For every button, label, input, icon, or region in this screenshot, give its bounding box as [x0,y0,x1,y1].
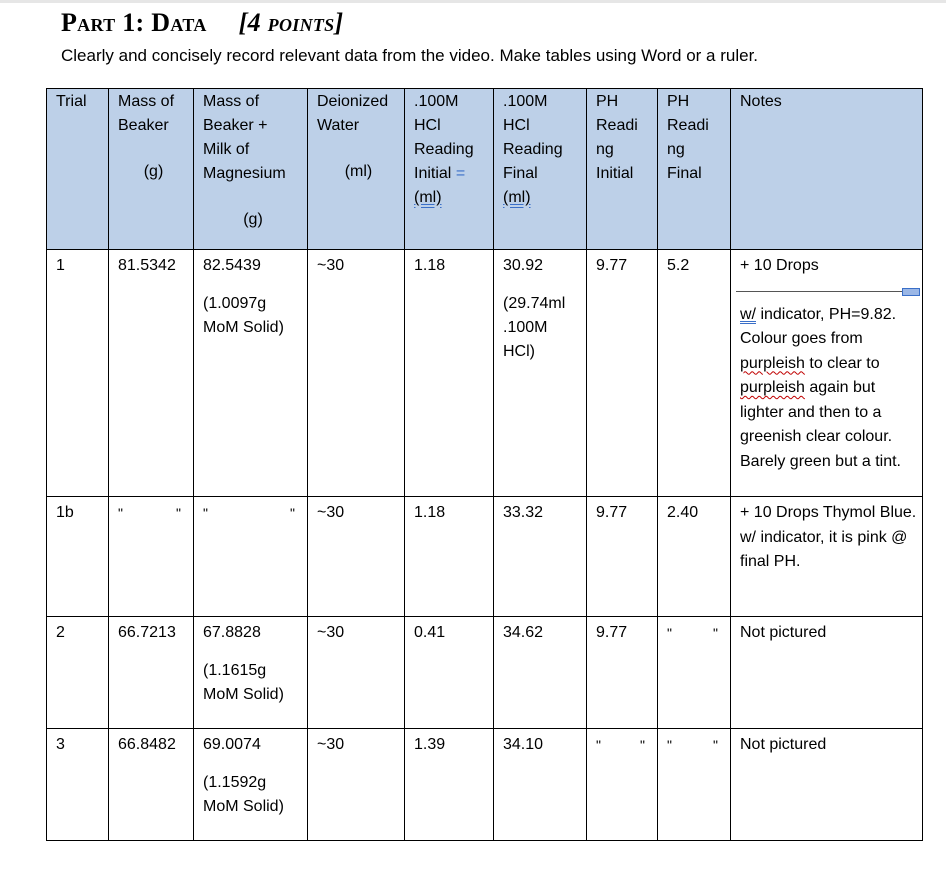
cell-trial: 1 [47,250,109,497]
cell-hcl-initial: 1.39 [405,729,494,841]
cell-mass-beaker-milk: 82.5439 (1.0097g MoM Solid) [194,250,308,497]
cell-mass-beaker-milk [194,497,308,617]
header-mass-beaker-milk: Mass of Beaker + Milk of Magnesium (g) [194,89,308,250]
cell-hcl-initial: 1.18 [405,497,494,617]
table-row [47,729,923,841]
table-row [47,497,923,617]
cell-water: ~30 [308,497,405,617]
unit-label: (ml) [414,189,442,206]
cell-trial: 3 [47,729,109,841]
cell-hcl-final: 33.32 [494,497,587,617]
table-move-handle-icon [736,285,922,299]
cell-hcl-initial: 1.18 [405,250,494,497]
top-border-line [0,0,946,3]
cell-mass-beaker-milk: 67.8828 (1.1615g MoM Solid) [194,617,308,729]
cell-notes: + 10 Drops w/ indicator, PH=9.82. Colour goes from purpleish to clear to purpleish again but lighter and then to a greenish clear colour. Barely green but a tint. [731,250,923,497]
header-notes: Notes [731,89,923,250]
cell-ph-final: 5.2 [658,250,731,497]
header-hcl-final: .100M HCl Reading Final (ml) [494,89,587,250]
cell-ph-initial: 9.77 [587,497,658,617]
header-trial: Trial [47,89,109,250]
cell-notes: Not pictured [731,617,923,729]
spelling-flag: purpleish [740,379,805,396]
cell-mass-beaker: 66.8482 [109,729,194,841]
cell-water: ~30 [308,729,405,841]
header-hcl-initial: .100M HCl Reading Initial = (ml) [405,89,494,250]
cell-notes: + 10 Drops Thymol Blue. w/ indicator, it is pink @ final PH. [731,497,923,617]
unit-label: (g) [243,211,263,228]
instructions-text: Clearly and concisely record relevant data from the video. Make tables using Word or a ruler. [61,46,759,65]
section-heading [61,8,343,38]
cell-mass-beaker [109,497,194,617]
cell-ph-final [658,617,731,729]
part-title: Part 1: Data [61,8,207,37]
ditto-mark: " [713,737,718,753]
unit-label: (ml) [344,163,373,180]
ditto-mark: " [203,505,208,521]
ditto-mark: " [176,505,181,521]
spelling-flag: purpleish [740,354,805,372]
cell-trial: 1b [47,497,109,617]
ditto-mark: " [118,505,123,521]
cell-trial: 2 [47,617,109,729]
cell-ph-initial: 9.77 [587,617,658,729]
unit-label: (ml) [503,189,531,206]
cell-ph-final: 2.40 [658,497,731,617]
cell-mass-beaker-milk: 69.0074 (1.1592g MoM Solid) [194,729,308,841]
cell-water: ~30 [308,617,405,729]
header-deionized-water: Deionized Water (ml) [308,89,405,250]
table-body [47,250,923,841]
cell-hcl-final: 34.10 [494,729,587,841]
ditto-mark: " [667,737,672,753]
points-label: [4 points] [238,8,344,37]
unit-label: (g) [143,163,164,180]
ditto-mark: " [713,625,718,641]
header-ph-final: PH Readi ng Final [658,89,731,250]
table-row [47,250,923,497]
cell-water: ~30 [308,250,405,497]
cell-ph-final [658,729,731,841]
ditto-mark: " [640,737,645,753]
table-row [47,617,923,729]
cell-notes: Not pictured [731,729,923,841]
field-marker-icon: = [455,165,466,182]
header-ph-initial: PH Readi ng Initial [587,89,658,250]
cell-ph-initial [587,729,658,841]
cell-mass-beaker: 66.7213 [109,617,194,729]
ditto-mark: " [596,737,601,753]
ditto-mark: " [290,505,295,521]
cell-mass-beaker: 81.5342 [109,250,194,497]
data-table [46,88,923,841]
ditto-mark: " [667,625,672,641]
header-row [47,89,923,250]
cell-hcl-initial: 0.41 [405,617,494,729]
header-mass-beaker: Mass of Beaker (g) [109,89,194,250]
cell-ph-initial: 9.77 [587,250,658,497]
cell-hcl-final: 30.92 (29.74ml .100M HCl) [494,250,587,497]
cell-hcl-final: 34.62 [494,617,587,729]
table-header [47,89,923,250]
